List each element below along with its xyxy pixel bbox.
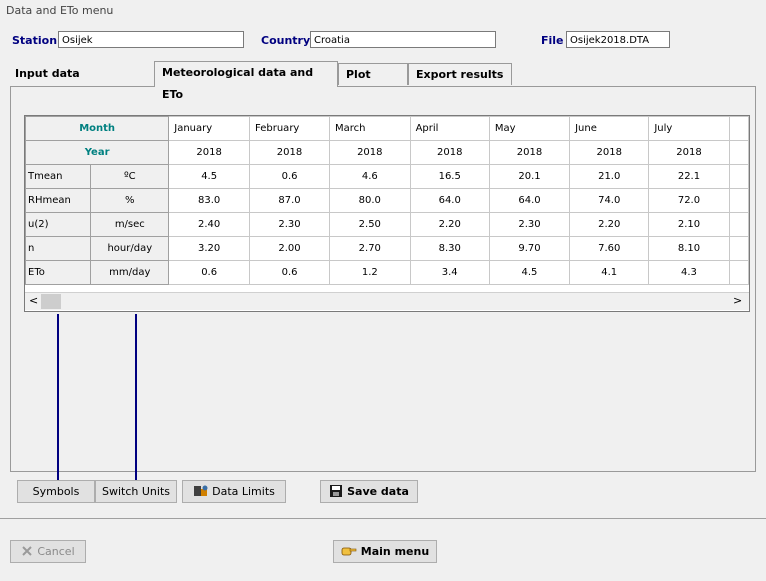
save-data-button[interactable] xyxy=(320,480,418,503)
value-cell[interactable]: 2.50 xyxy=(330,213,411,237)
value-cell[interactable]: 83.0 xyxy=(169,189,250,213)
value-cell-partial xyxy=(729,165,748,189)
year-cell: 2018 xyxy=(649,141,729,165)
value-cell[interactable]: 64.0 xyxy=(489,189,569,213)
year-cell: 2018 xyxy=(250,141,330,165)
value-cell[interactable]: 4.6 xyxy=(330,165,411,189)
value-cell[interactable]: 3.4 xyxy=(410,261,489,285)
scroll-left-arrow-icon[interactable]: < xyxy=(29,294,39,307)
value-cell[interactable]: 74.0 xyxy=(570,189,649,213)
value-cell[interactable]: 0.6 xyxy=(250,261,330,285)
month-cell: January xyxy=(169,117,250,141)
value-cell[interactable]: 9.70 xyxy=(489,237,569,261)
symbols-button-label: Symbols xyxy=(32,485,80,498)
year-cell-partial xyxy=(729,141,748,165)
table-row xyxy=(26,165,749,189)
data-limits-button[interactable] xyxy=(182,480,286,503)
row-name: ETo xyxy=(26,261,91,285)
value-cell-partial xyxy=(729,237,748,261)
cancel-x-icon xyxy=(21,545,33,557)
value-cell[interactable]: 20.1 xyxy=(489,165,569,189)
row-unit: % xyxy=(91,189,169,213)
switch-units-guide-line xyxy=(135,314,137,480)
window-title: Data and ETo menu xyxy=(6,4,114,17)
value-cell[interactable]: 4.1 xyxy=(570,261,649,285)
table-row xyxy=(26,237,749,261)
month-cell: February xyxy=(250,117,330,141)
year-cell: 2018 xyxy=(570,141,649,165)
value-cell[interactable]: 8.30 xyxy=(410,237,489,261)
divider xyxy=(0,518,766,519)
data-limits-button-label: Data Limits xyxy=(212,485,275,498)
value-cell[interactable]: 2.20 xyxy=(570,213,649,237)
symbols-guide-line xyxy=(57,314,59,480)
value-cell[interactable]: 1.2 xyxy=(330,261,411,285)
value-cell[interactable]: 3.20 xyxy=(169,237,250,261)
value-cell-partial xyxy=(729,189,748,213)
country-label: Country xyxy=(261,34,311,47)
cancel-button[interactable] xyxy=(10,540,86,563)
tab-plot-data[interactable]: Plot xyxy=(338,63,408,85)
switch-units-button-label: Switch Units xyxy=(102,485,170,498)
horizontal-scrollbar[interactable] xyxy=(25,292,749,310)
station-label: Station xyxy=(12,34,58,47)
value-cell[interactable]: 0.6 xyxy=(250,165,330,189)
table-row xyxy=(26,261,749,285)
symbols-button[interactable] xyxy=(17,480,95,503)
value-cell[interactable]: 4.3 xyxy=(649,261,729,285)
row-name: RHmean xyxy=(26,189,91,213)
pointing-hand-icon xyxy=(341,545,357,557)
cancel-button-label: Cancel xyxy=(37,545,75,558)
tab-input-data-description[interactable]: Input data xyxy=(8,63,154,85)
value-cell[interactable]: 4.5 xyxy=(169,165,250,189)
row-unit: mm/day xyxy=(91,261,169,285)
value-cell[interactable]: 2.00 xyxy=(250,237,330,261)
table-row xyxy=(26,189,749,213)
year-header: Year xyxy=(26,141,169,165)
main-menu-button-label: Main menu xyxy=(360,545,430,558)
value-cell[interactable]: 2.20 xyxy=(410,213,489,237)
year-cell: 2018 xyxy=(410,141,489,165)
value-cell[interactable]: 87.0 xyxy=(250,189,330,213)
table-row xyxy=(26,213,749,237)
value-cell[interactable]: 16.5 xyxy=(410,165,489,189)
value-cell[interactable]: 4.5 xyxy=(489,261,569,285)
data-limits-icon xyxy=(193,484,209,498)
data-grid xyxy=(24,115,750,312)
station-field[interactable]: Osijek xyxy=(58,31,244,48)
value-cell[interactable]: 2.30 xyxy=(250,213,330,237)
value-cell[interactable]: 22.1 xyxy=(649,165,729,189)
month-cell: April xyxy=(410,117,489,141)
main-menu-button[interactable] xyxy=(333,540,437,563)
year-cell: 2018 xyxy=(489,141,569,165)
value-cell[interactable]: 2.30 xyxy=(489,213,569,237)
value-cell[interactable]: 0.6 xyxy=(169,261,250,285)
row-unit: m/sec xyxy=(91,213,169,237)
month-cell: June xyxy=(570,117,649,141)
month-cell-partial xyxy=(729,117,748,141)
value-cell-partial xyxy=(729,213,748,237)
value-cell[interactable]: 2.40 xyxy=(169,213,250,237)
month-cell: May xyxy=(489,117,569,141)
row-unit: ºC xyxy=(91,165,169,189)
row-name: u(2) xyxy=(26,213,91,237)
year-cell: 2018 xyxy=(330,141,411,165)
tab-export-results[interactable]: Export results xyxy=(408,63,512,85)
row-name: Tmean xyxy=(26,165,91,189)
value-cell[interactable]: 21.0 xyxy=(570,165,649,189)
switch-units-button[interactable] xyxy=(95,480,177,503)
value-cell[interactable]: 80.0 xyxy=(330,189,411,213)
value-cell-partial xyxy=(729,261,748,285)
tab-meteorological-data[interactable]: Meteorological data and ETo xyxy=(154,61,338,87)
value-cell[interactable]: 2.10 xyxy=(649,213,729,237)
country-field[interactable]: Croatia xyxy=(310,31,496,48)
header-bar xyxy=(0,26,766,56)
scroll-right-arrow-icon[interactable]: > xyxy=(733,294,743,307)
month-header: Month xyxy=(26,117,169,141)
row-name: n xyxy=(26,237,91,261)
year-cell: 2018 xyxy=(169,141,250,165)
file-field[interactable]: Osijek2018.DTA xyxy=(566,31,670,48)
scroll-thumb[interactable] xyxy=(41,294,61,309)
data-table xyxy=(25,116,749,285)
file-label: File xyxy=(541,34,564,47)
floppy-disk-icon xyxy=(329,484,343,498)
save-data-button-label: Save data xyxy=(347,485,409,498)
row-unit: hour/day xyxy=(91,237,169,261)
month-cell: July xyxy=(649,117,729,141)
value-cell[interactable]: 64.0 xyxy=(410,189,489,213)
month-cell: March xyxy=(330,117,411,141)
value-cell[interactable]: 7.60 xyxy=(570,237,649,261)
value-cell[interactable]: 2.70 xyxy=(330,237,411,261)
value-cell[interactable]: 72.0 xyxy=(649,189,729,213)
value-cell[interactable]: 8.10 xyxy=(649,237,729,261)
